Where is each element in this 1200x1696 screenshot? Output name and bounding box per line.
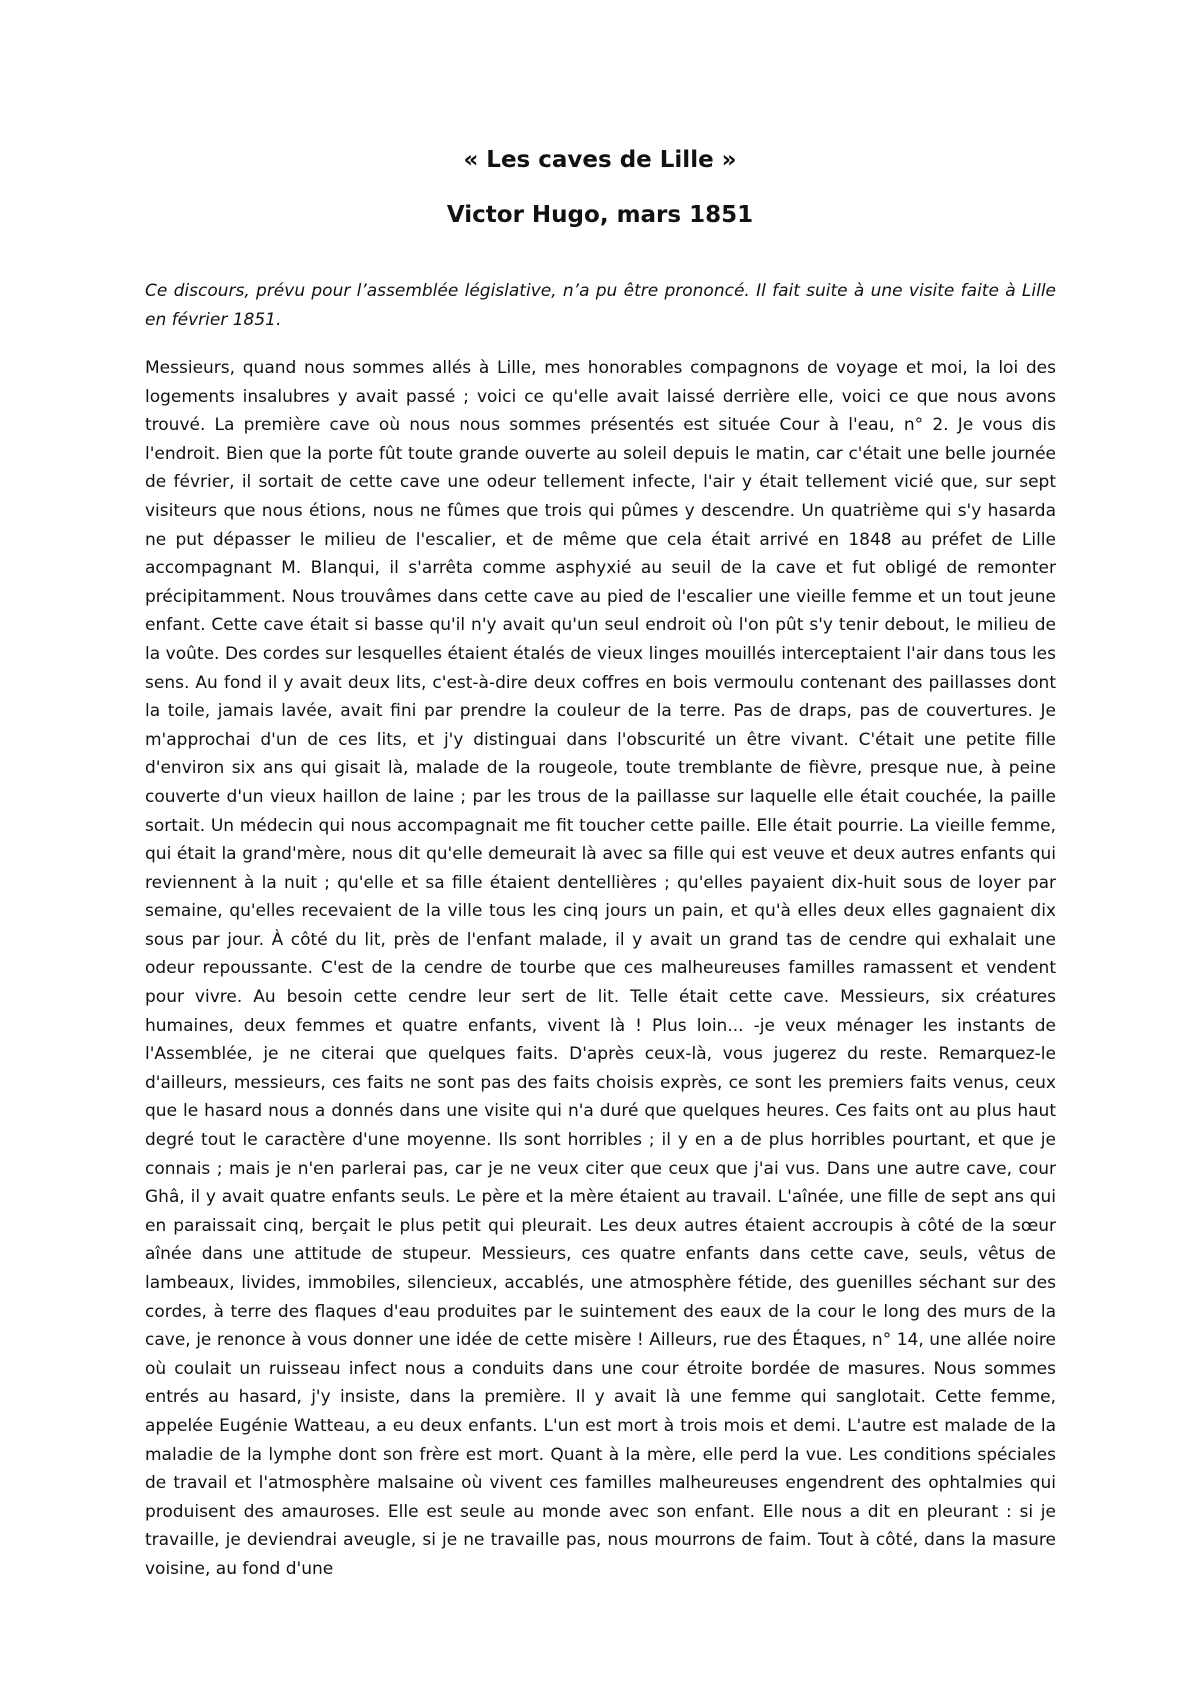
intro-paragraph: Ce discours, prévu pour l’assemblée législative, n’a pu être prononcé. Il fait suite à une visite faite à Lille en février 1851. bbox=[145, 281, 1056, 330]
document-subtitle: Victor Hugo, mars 1851 bbox=[446, 202, 754, 228]
body-paragraph: Messieurs, quand nous sommes allés à Lille, mes honorables compagnons de voyage et moi, la loi des logements insalubres y avait passé ; voici ce qu'elle avait laissé derrière elle, voici ce que nous avons trouvé. La première cave où nous nous sommes présentés est située Cour à l'eau, n° 2. Je vous dis l'endroit. Bien que la porte fût toute grande ouverte au soleil depuis le matin, car c'était une belle journée de février, il sortait de cette cave une odeur tellement infecte, l'air y était tellement vicié que, sur sept visiteurs que nous étions, nous ne fûmes que trois qui pûmes y descendre. Un quatrième qui s'y hasarda ne put dépasser le milieu de l'escalier, et de même que cela était arrivé en 1848 au préfet de Lille accompagnant M. Blanqui, il s'arrêta comme asphyxié au seuil de la cave et fut obligé de remonter précipitamment. Nous trouvâmes dans cette cave au pied de l'escalier une vieille femme et un tout jeune enfant. Cette cave était si basse qu'il n'y avait qu'un seul endroit où l'on pût s'y tenir debout, le milieu de la voûte. Des cordes sur lesquelles étaient étalés de vieux linges mouillés interceptaient l'air dans tous les sens. Au fond il y avait deux lits, c'est-à-dire deux coffres en bois vermoulu contenant des paillasses dont la toile, jamais lavée, avait fini par prendre la couleur de la terre. Pas de draps, pas de couvertures. Je m'approchai d'un de ces lits, et j'y distinguai dans l'obscurité un être vivant. C'était une petite fille d'environ six ans qui gisait là, malade de la rougeole, toute tremblante de fièvre, presque nue, à peine couverte d'un vieux haillon de laine ; par les trous de la paillasse sur laquelle elle était couchée, la paille sortait. Un médecin qui nous accompagnait me fit toucher cette paille. Elle était pourrie. La vieille femme, qui était la grand'mère, nous dit qu'elle demeurait là avec sa fille qui est veuve et deux autres enfants qui reviennent à la nuit ; qu'elle et sa fille étaient dentellières ; qu'elles payaient dix-huit sous de loyer par semaine, qu'elles recevaient de la ville tous les cinq jours un pain, et qu'à elles deux elles gagnaient dix sous par jour. À côté du lit, près de l'enfant malade, il y avait un grand tas de cendre qui exhalait une odeur repoussante. C'est de la cendre de tourbe que ces malheureuses familles ramassent et vendent pour vivre. Au besoin cette cendre leur sert de lit. Telle était cette cave. Messieurs, six créatures humaines, deux femmes et quatre enfants, vivent là ! Plus loin... -je veux ménager les instants de l'Assemblée, je ne citerai que quelques faits. D'après ceux-là, vous jugerez du reste. Remarquez-le d'ailleurs, messieurs, ces faits ne sont pas des faits choisis exprès, ce sont les premiers faits venus, ceux que le hasard nous a donnés dans une visite qui n'a duré que quelques heures. Ces faits ont au plus haut degré tout le caractère d'une moyenne. Ils sont horribles ; il y en a de plus horribles pourtant, et que je connais ; mais je n'en parlerai pas, car je ne veux citer que ceux que j'ai vus. Dans une autre cave, cour Ghâ, il y avait quatre enfants seuls. Le père et la mère étaient au travail. L'aînée, une fille de sept ans qui en paraissait cinq, berçait le plus petit qui pleurait. Les deux autres étaient accroupis à côté de la sœur aînée dans une attitude de stupeur. Messieurs, ces quatre enfants dans cette cave, seuls, vêtus de lambeaux, livides, immobiles, silencieux, accablés, une atmosphère fétide, des guenilles séchant sur des cordes, à terre des flaques d'eau produites par le suintement des eaux de la cour le long des murs de la cave, je renonce à vous donner une idée de cette misère ! Ailleurs, rue des Étaques, n° 14, une allée noire où coulait un ruisseau infect nous a conduits dans une cour étroite bordée de masures. Nous sommes entrés au hasard, j'y insiste, dans la première. Il y avait là une femme qui sanglotait. Cette femme, appelée Eugénie Watteau, a eu deux enfants. L'un est mort à trois mois et demi. L'autre est malade de la maladie de la lymphe dont son frère est mort. Quant à la mère, elle perd la vue. Les conditions spéciales de travail et l'atmosphère malsaine où vivent ces familles malheureuses engendrent des ophtalmies qui produisent des amauroses. Elle est seule au monde avec son enfant. Elle nous a dit en pleurant : si je travaille, je deviendrai aveugle, si je ne travaille pas, nous mourrons de faim. Tout à côté, dans la masure voisine, au fond d'une bbox=[145, 358, 1056, 1579]
document-title: « Les caves de Lille » bbox=[463, 147, 737, 173]
